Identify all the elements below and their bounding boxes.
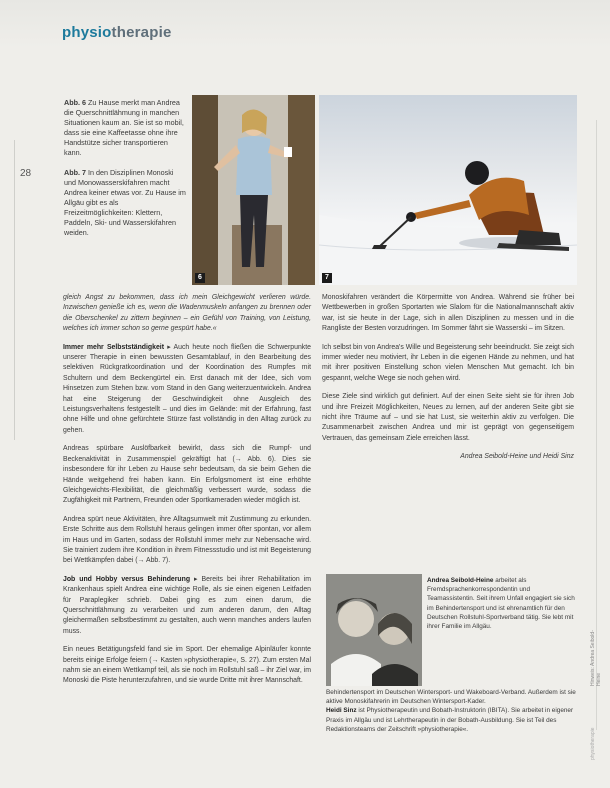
right-column: [322, 293, 574, 471]
page-number: 28: [20, 168, 32, 179]
section-title: [62, 24, 172, 41]
section-title-part1: physio: [62, 24, 112, 41]
caption-7: Abb. 7 In den Disziplinen Monoski und Monowasserskifahren macht Andrea keiner etwas vor. Zu Hause im Allgäu gibt es als Freizeitmöglichkeiten: Klettern, Paddeln, Ski- und Wasserskifahren weiden.: [64, 168, 186, 237]
left-column: [63, 293, 311, 695]
photo-woman-with-cup: [192, 95, 315, 285]
subheading-selbststaendigkeit: Immer mehr Selbstständigkeit: [63, 343, 165, 351]
margin-note: Hinweis: Andrea Seibold-Heine: [590, 630, 602, 686]
margin-note: physiotherapie: [590, 727, 596, 760]
section-title-part2: therapie: [111, 24, 172, 41]
figure-number-6: 6: [195, 273, 205, 283]
paragraph: Immer mehr Selbstständigkeit ▸ Auch heute noch fließen die Schwerpunkte unserer Therapie in einen bewussten Gesamtablauf, in den Bearbeitung des selektiven Rückgratkoordination und der Koordination des Rumpfes mit Schultern und dem Beckengürtel ein. Erst danach mit der Idee, sich vom Hinsetzen zum Stehen bzw. vom Stand in den Gang weiterzuentwickeln. Andrea hat eine Steigerung der Geschwindigkeit ohne Ausgleich des Leistungsverhaltens festgestellt – und dies im Gelände: mit der Erfahrung, fast ohne Hilfe und ohne gefürchtete Stürze fast vollständig in den Alltag zurück zu gehen.: [63, 343, 311, 434]
authors-portrait-illustration: [326, 574, 422, 686]
intro-paragraph: gleich Angst zu bekommen, dass ich mein Gleichgewicht verlieren würde. Inzwischen genieße ich es, wenn die Wadenmuskeln anfangen zu brennen oder die Oberschenkel zu zittern beginnen – ein Gefühl von Training, von Leistung, welches ich immer schon so gerne gespürt habe.«: [63, 294, 311, 333]
paragraph: Ein neues Betätigungsfeld fand sie im Sport. Der ehemalige Alpinläufer konnte bereits einige Erfolge feiern (→ Kasten »physiotherapie«, S. 27). Zum ersten Mal nahm sie an einem Wettkampf teil, als sie noch im Rollstuhl saß – ihr Ziel war, im Monoski die Piste herunterzufahren, und sie wurde Dritte mit ihrer Mannschaft.: [63, 646, 311, 685]
photo-monoski-illustration: [319, 95, 577, 285]
subheading-job-hobby: Job und Hobby versus Behinderung: [63, 575, 191, 583]
author-bio-seibold-heine: Andrea Seibold-Heine arbeitet als Fremdsprachenkorrespondentin und Teamassistentin. Seit ihrem Unfall engagiert sie sich im Behindertensport und ist ehrenamtlich für den Deutschen Rollstuhl-Sportverband tätig. Sie lebt mit ihrer Familie im Allgäu.: [427, 577, 575, 631]
article-signature: Andrea Seibold-Heine und Heidi Sinz: [460, 453, 574, 461]
paragraph: Andreas spürbare Auslöfbarkeit bewirkt, dass sich die Rumpf- und Beckenaktivität in Zusammenspiel gekräftigt hat (→ Abb. 6). Dies sie insbesondere für ihr Leben zu Hause sehr bedeutsam, da sie beim Gehen die Hände weitgehend frei haben kann. Ein Erfolgsmoment ist eine erhöhte Gleichgewichts-Flexibilität, die gleichmäßig verbessert wurde, sodass die Zugfähigkeit mit Partnern, Freunden oder Sportkameraden wieder möglich ist.: [63, 445, 311, 505]
photo-woman-illustration: [192, 95, 315, 285]
paragraph: Diese Ziele sind wirklich gut definiert. Auf der einen Seite sieht sie für ihren Job und ihre Freizeit Möglichkeiten, Neues zu lernen, auf der anderen Seite gibt sie nicht ihre Träume auf – und sie hat Lust, sie weiterhin aktiv zu verfolgen. Die Zusammenarbeit zwischen Andrea und mir ist geprägt von gegenseitigem Vertrauen, das gemeinsam Ziele erreichen lässt.: [322, 393, 574, 442]
author-name: Heidi Sinz: [326, 707, 357, 715]
author-name: Andrea Seibold-Heine: [427, 577, 494, 584]
paragraph: Ich selbst bin von Andrea's Wille und Begeisterung sehr beeindruckt. Sie zeigt sich immer wieder neu motiviert, ihr Leben in die eigenen Hände zu nehmen, und hat mit ihrer positiven Einstellung schon vielen Menschen Mut gemacht. Ich bin gespannt, welche Wege sie noch gehen wird.: [322, 343, 574, 382]
caption-6: Abb. 6 Zu Hause merkt man Andrea die Querschnittlähmung in manchen Situationen kaum an. Sie ist so mobil, dass sie eine Kaffeetasse ohne ihre Handstütze sicher transportieren kann.: [64, 98, 184, 157]
figure-captions: [64, 98, 187, 248]
paragraph: Job und Hobby versus Behinderung ▸ Bereits bei ihrer Rehabilitation im Krankenhaus spielt Andrea eine wichtige Rolle, als sie einen eigenen Leitfaden für Paraplegiker schrieb. Dabei ging es zum einen darum, die Querschnittlähmung zu verarbeiten und zum anderen darum, den Alltag gleichermaßen selbstbestimmt zu gestalten, auch wenn manches anders laufen muss.: [63, 575, 312, 635]
author-bio-continued: Behindertensport im Deutschen Wintersport- und Wakeboard-Verband. Außerdem ist sie aktive Monoskifahrerin im Deutschen Wintersport-Kader. Heidi Sinz ist Physiotherapeutin und Bobath-Instruktorin (IBITA). Sie arbeitet in eigener Praxis im Allgäu und ist Lehrtherapeutin in der Bobath-Ausbildung. Sie ist Teil des Redaktionsteams der Zeitschrift »physiotherapie«.: [326, 689, 576, 733]
author-photo: [326, 574, 422, 686]
figure-number-7: 7: [322, 273, 332, 283]
paragraph: Monoskifahren verändert die Körpermitte von Andrea. Während sie früher bei Wettbewerben in großen Sportarten wie Slalom für die Nationalmannschaft aktiv war, ist sie heute in der Lage, sich in allen Disziplinen zu messen und in die Rangliste der Besten vorzudringen. Im Sommer fährt sie Wasserski – im Sitzen.: [322, 294, 574, 333]
photo-monoski: [319, 95, 577, 285]
paragraph: Andrea spürt neue Aktivitäten, ihre Alltagsumwelt mit Zustimmung zu erkunden. Erste Schritte aus dem Rollstuhl heraus gelingen immer öfter spontan, vor allem im Haus und im Garten, sodass der Rollstuhl immer mehr zur Nebensache wird. Sie trainiert zudem ihre Kondition in ihrem Fitnessstudio und ist mit Begeisterung bei Wettkämpfen dabei (→ Abb. 7).: [63, 515, 311, 565]
margin-rule: [14, 140, 15, 440]
